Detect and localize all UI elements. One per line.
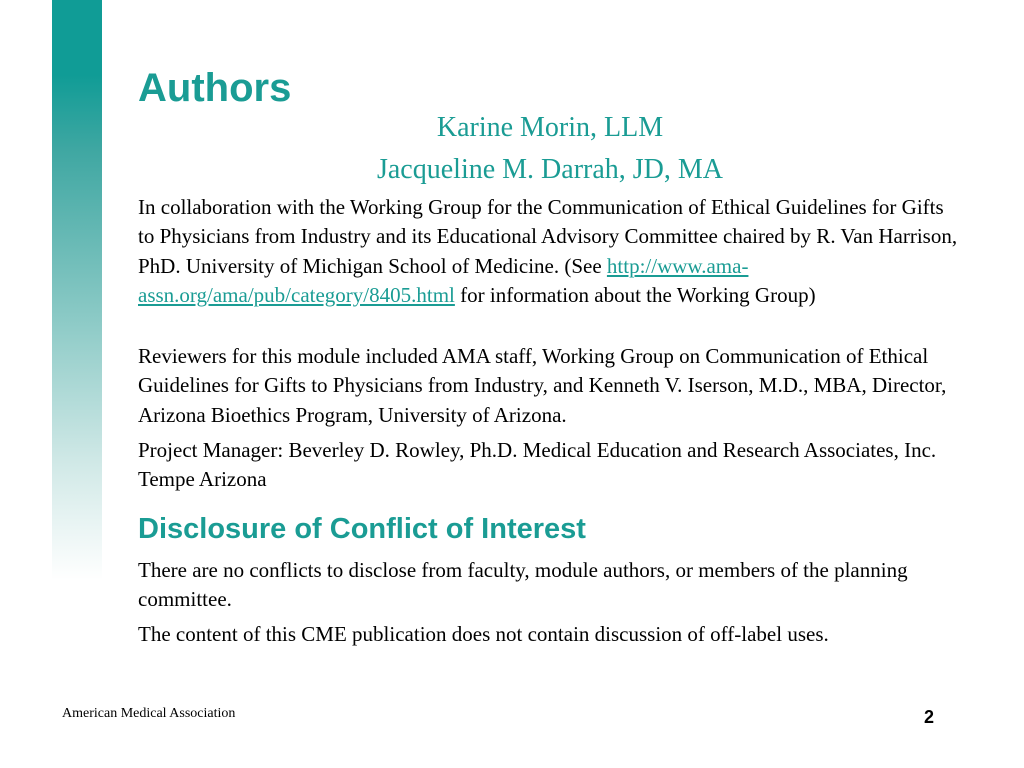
page-number: 2: [924, 707, 935, 727]
disclosure-paragraph-conflicts: There are no conflicts to disclose from faculty, module authors, or members of the planning committee.: [138, 558, 908, 612]
side-accent-bar: [52, 0, 102, 580]
author-karine-morin: Karine Morin, LLM: [436, 112, 664, 143]
reviewers-paragraph: Reviewers for this module included AMA staff, Working Group on Communication of Ethical Guidelines for Gifts to Physicians from Industry, and Kenneth V. Iserson, M.D., MBA, Director, Arizona Bioethics Program, University of Arizona.: [138, 344, 947, 427]
disclosure-paragraph-off-label: The content of this CME publication does not contain discussion of off-label uses.: [138, 622, 829, 646]
project-manager-paragraph: Project Manager: Beverley D. Rowley, Ph.D. Medical Education and Research Associates, Inc. Tempe Arizona: [138, 438, 937, 492]
page-title: Authors: [138, 66, 292, 110]
collaboration-paragraph: [138, 193, 958, 310]
collaboration-text-before-link: In collaboration with the Working Group for the Communication of Ethical Guidelines for Gifts to Physicians from Industry and its Educational Advisory Committee chaired by R. Van Harrison, PhD. University of Michigan School of Medicine. (See: [138, 195, 958, 278]
disclosure-heading: Disclosure of Conflict of Interest: [138, 513, 586, 545]
footer-organization: American Medical Association: [62, 706, 236, 721]
author-jacqueline-darrah: Jacqueline M. Darrah, JD, MA: [376, 154, 724, 185]
working-group-link[interactable]: http://www.ama-assn.org/ama/pub/category/8405.html: [138, 253, 749, 307]
collaboration-text-after-link: for information about the Working Group): [454, 282, 816, 307]
